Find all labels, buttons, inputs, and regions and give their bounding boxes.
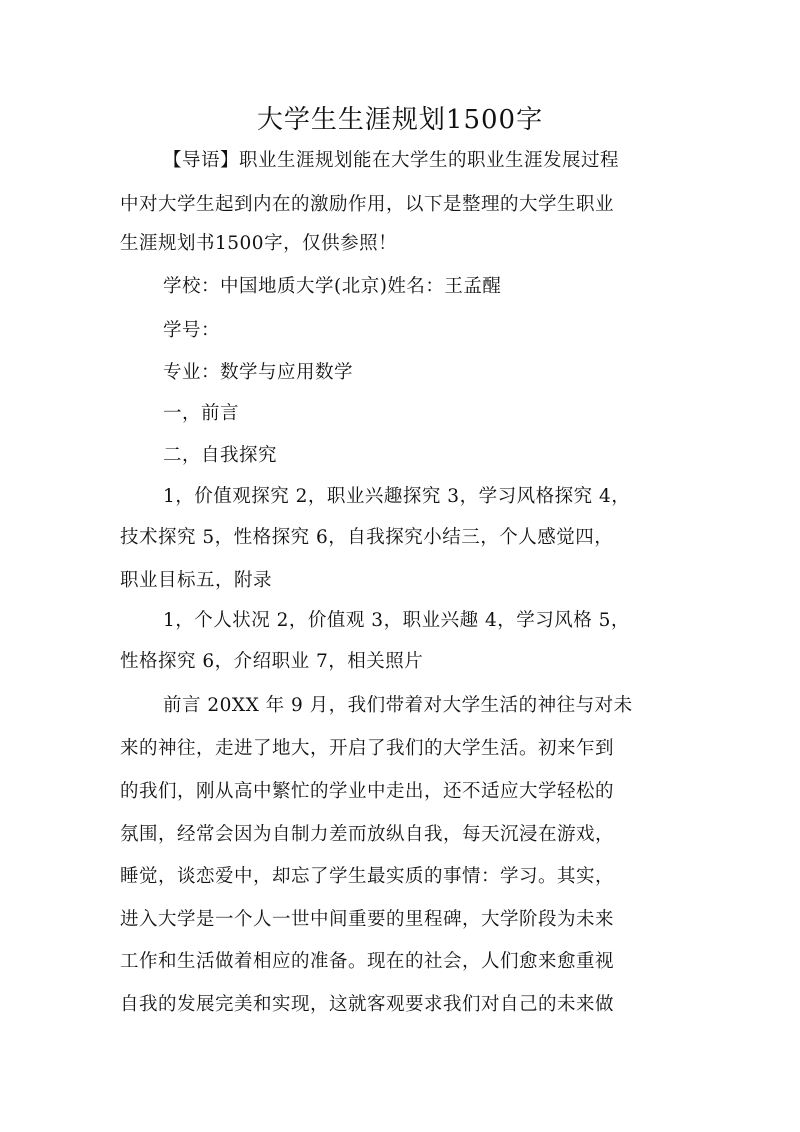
section-2-heading: 二，自我探究 <box>163 445 278 466</box>
outline-line-1: 1，价值观探究 2，职业兴趣探究 3，学习风格探究 4， <box>163 486 631 507</box>
preface-line-5: 睡觉，谈恋爱中，却忘了学生最实质的事情：学习。其实， <box>120 866 615 887</box>
preface-line-2: 来的神往，走进了地大，开启了我们的大学生活。初来乍到 <box>120 738 615 759</box>
preface-line-3: 的我们，刚从高中繁忙的学业中走出，还不适应大学轻松的 <box>120 781 615 802</box>
preface-line-8: 自我的发展完美和实现，这就客观要求我们对自己的未来做 <box>120 994 615 1015</box>
student-id-line: 学号： <box>163 320 221 341</box>
intro-line-2: 中对大学生起到内在的激励作用，以下是整理的大学生职业 <box>120 194 615 215</box>
preface-line-1: 前言 20XX 年 9 月，我们带着对大学生活的神往与对未 <box>163 695 633 716</box>
appendix-line-2: 性格探究 6，介绍职业 7，相关照片 <box>120 651 424 672</box>
intro-line-3: 生涯规划书1500字，仅供参照！ <box>120 233 398 254</box>
school-name-line: 学校：中国地质大学(北京)姓名：王孟醒 <box>163 276 502 297</box>
preface-line-6: 进入大学是一个人一世中间重要的里程碑，大学阶段为未来 <box>120 909 615 930</box>
section-1-heading: 一，前言 <box>163 403 240 424</box>
appendix-line-1: 1，个人状况 2，价值观 3，职业兴趣 4，学习风格 5， <box>163 610 630 631</box>
preface-line-7: 工作和生活做着相应的准备。现在的社会，人们愈来愈重视 <box>120 951 615 972</box>
outline-line-3: 职业目标五，附录 <box>120 570 273 591</box>
document-title: 大学生生涯规划1500字 <box>256 105 544 135</box>
intro-line-1: 【导语】职业生涯规划能在大学生的职业生涯发展过程 <box>163 150 620 171</box>
major-line: 专业：数学与应用数学 <box>163 362 354 383</box>
outline-line-2: 技术探究 5，性格探究 6，自我探究小结三，个人感觉四， <box>120 527 614 548</box>
preface-line-4: 氛围，经常会因为自制力差而放纵自我，每天沉浸在游戏， <box>120 824 615 845</box>
